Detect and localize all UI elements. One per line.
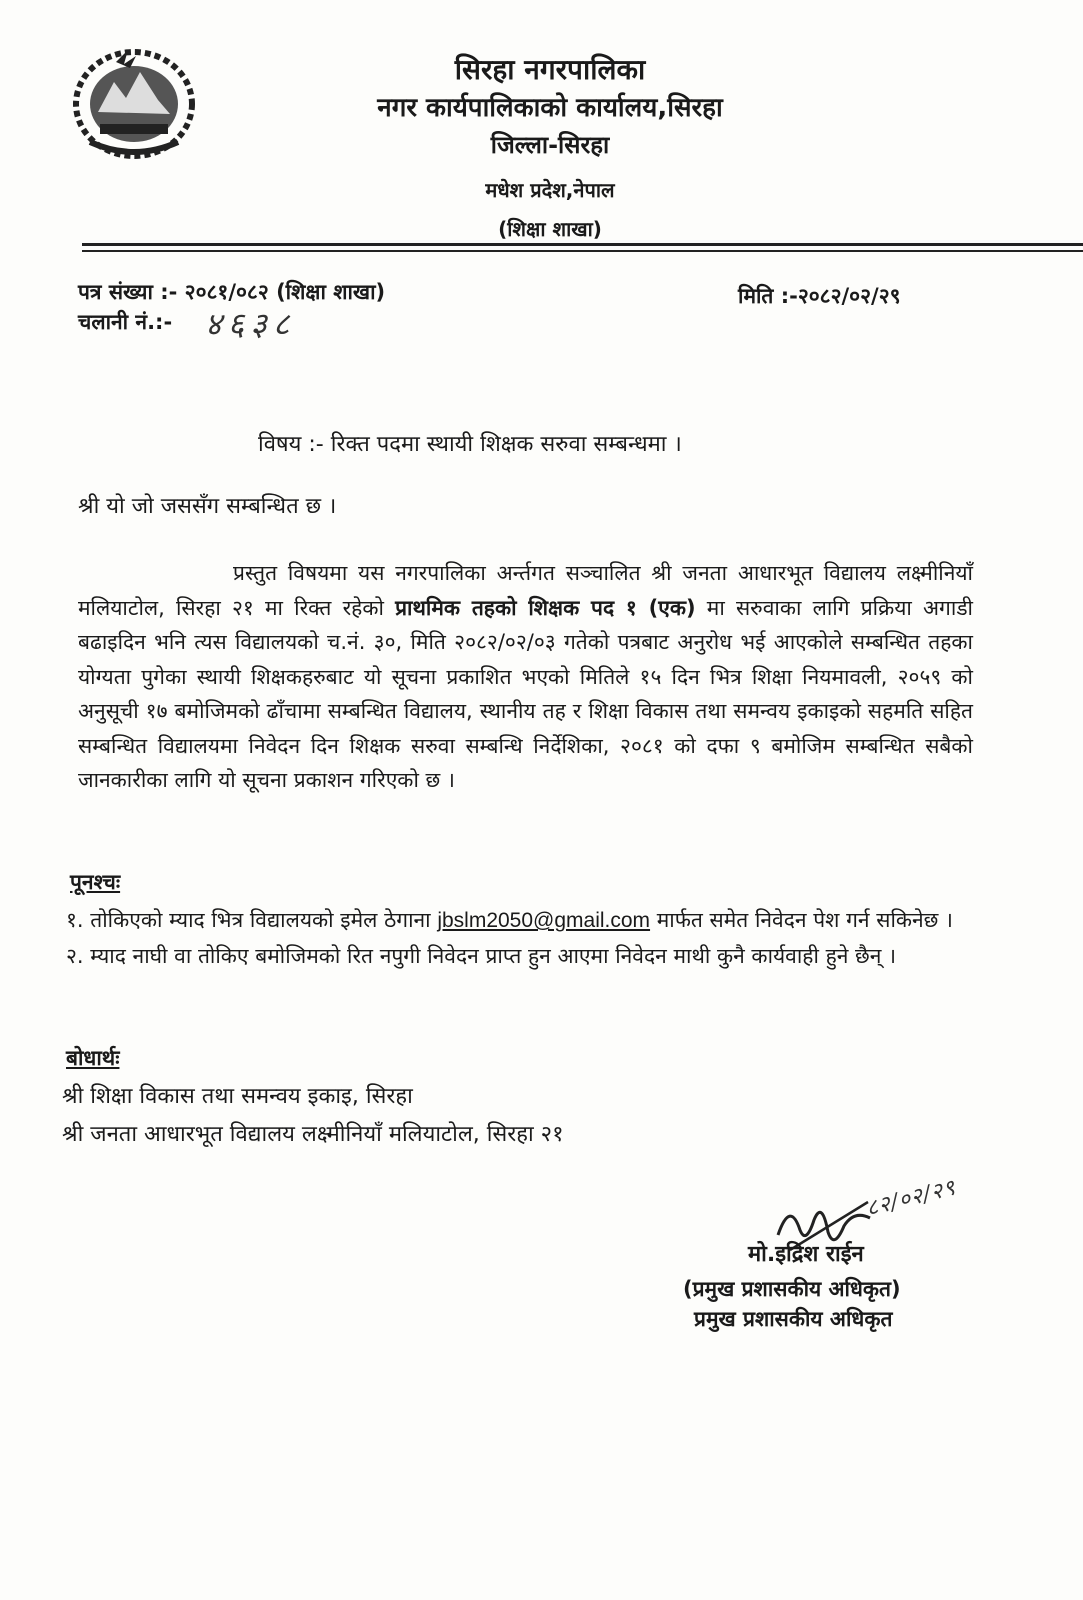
signatory-name: मो.इद्रिश राईन: [748, 1242, 864, 1267]
body-text-2: मा सरुवाका लागि प्रक्रिया अगाडी बढाइदिन भनि त्यस विद्यालयको च.नं. ३०, मिति २०८२/०२/०३ गतेको पत्रबाट अनुरोध भई आएकोले सम्बन्धित तहका योग्यता पुगेका स्थायी शिक्षकहरुबाट यो सूचना प्रकाशित भएको मितिले १५ दिन भित्र शिक्षा नियमावली, २०५९ को अनुसूची १७ बमोजिमको ढाँचामा सम्बन्धित विद्यालय, स्थानीय तह र शिक्षा विकास तथा समन्वय इकाइको सहमति सहित सम्बन्धित विद्यालयमा निवेदन दिन शिक्षक सरुवा सम्बन्धि निर्देशिका, २०८१ को दफा ९ बमोजिम सम्बन्धित सबैको जानकारीका लागि यो सूचना प्रकाशन गरिएको छ ।: [78, 595, 973, 792]
signatory-title: प्रमुख प्रशासकीय अधिकृत: [694, 1307, 893, 1331]
dispatch-number-label: चलानी नं.:-: [78, 310, 173, 334]
postscript-item-1-text: १. तोकिएको म्याद भित्र विद्यालयको इमेल ठेगाना: [66, 908, 438, 932]
nepal-emblem-icon: [70, 42, 198, 160]
header-divider: [82, 243, 1083, 246]
body-text-1: प्रस्तुत विषयमा यस नगरपालिका अर्न्तगत सञ्चालित श्री जनता आधारभूत विद्यालय लक्ष्मीनियाँ मलियाटोल, सिरहा २१ मा रिक्त रहेको: [78, 561, 973, 620]
body-text-bold: प्राथमिक तहको शिक्षक पद १ (एक): [395, 595, 696, 620]
district-name: जिल्ला-सिरहा: [490, 131, 610, 159]
office-name: नगर कार्यपालिकाको कार्यालय,सिरहा: [377, 93, 723, 123]
letter-salutation: श्री यो जो जससँग सम्बन्धित छ ।: [78, 494, 337, 519]
letter-number: पत्र संख्या :- २०८१/०८२ (शिक्षा शाखा): [78, 280, 386, 304]
cc-line-2: श्री जनता आधारभूत विद्यालय लक्ष्मीनियाँ मलियाटोल, सिरहा २१: [62, 1122, 564, 1147]
branch-name: (शिक्षा शाखा): [498, 217, 602, 241]
letter-body: [78, 556, 973, 798]
dispatch-number-value: ४६३८: [205, 305, 296, 343]
email-link[interactable]: jbslm2050@gmail.com: [437, 909, 651, 932]
postscript-list: [66, 903, 973, 973]
cc-line-1: श्री शिक्षा विकास तथा समन्वय इकाइ, सिरहा: [62, 1084, 413, 1109]
signature-date: ८२/०२/२९: [863, 1175, 959, 1222]
letter-date: मिति :-२०८२/०२/२९: [738, 284, 901, 308]
postscript-item-1-text-end: मार्फत समेत निवेदन पेश गर्न सकिनेछ ।: [650, 908, 954, 932]
municipality-name: सिरहा नगरपालिका: [454, 53, 646, 86]
postscript-heading: पूनश्चः: [70, 870, 121, 894]
signatory-title-bracket: (प्रमुख प्रशासकीय अधिकृत): [683, 1277, 901, 1301]
letter-subject: विषय :- रिक्त पदमा स्थायी शिक्षक सरुवा सम्बन्धमा ।: [258, 432, 682, 457]
cc-heading: बोधार्थः: [66, 1046, 120, 1070]
postscript-item-2: २. म्याद नाघी वा तोकिए बमोजिमको रित नपुगी निवेदन प्राप्त हुन आएमा निवेदन माथी कुनै कार्यवाही हुने छैन् ।: [66, 943, 897, 968]
province-name: मधेश प्रदेश,नेपाल: [485, 178, 615, 202]
header-divider-thin: [82, 250, 1083, 252]
